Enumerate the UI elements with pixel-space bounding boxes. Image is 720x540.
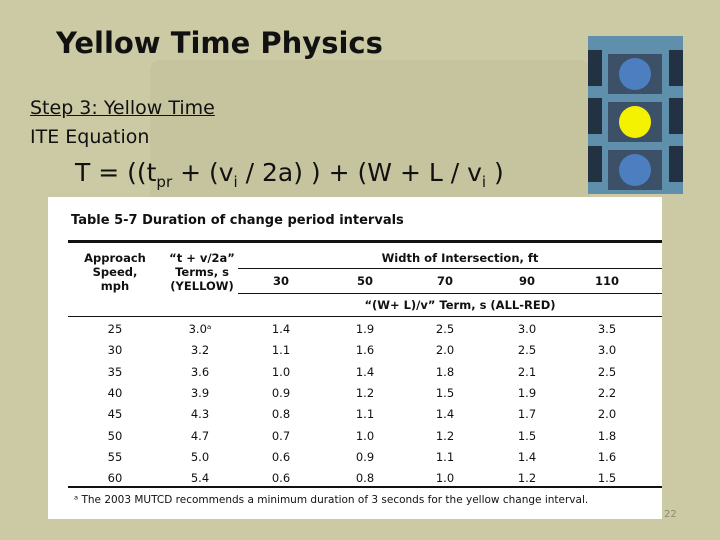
cell-yellow: 3.6 [190,364,210,379]
light-visor-left [588,146,602,182]
cell-all-red: 1.9 [517,385,537,400]
header-line: (YELLOW) [170,279,234,293]
cell-all-red: 1.4 [517,449,537,464]
table-rule-header [68,316,662,317]
table-rule-widths [238,293,662,294]
cell-all-red: 0.6 [271,449,291,464]
cell-all-red: 2.0 [597,407,617,422]
cell-yellow: 5.4 [190,471,210,486]
cell-all-red: 3.0 [597,343,617,358]
header-line: Terms, s [175,265,229,279]
cell-all-red: 1.7 [517,407,537,422]
cell-all-red: 0.6 [271,471,291,486]
table-rule-top [68,240,662,243]
cell-yellow: 4.3 [190,407,210,422]
cell-yellow: 5.0 [190,449,210,464]
cell-all-red: 2.5 [597,364,617,379]
yellow-time-equation [75,158,504,191]
table-footnote: ᵃ The 2003 MUTCD recommends a minimum duration of 3 seconds for the yellow change interval. [74,494,589,506]
cell-all-red: 2.1 [517,364,537,379]
equation-subscript: i [233,173,238,191]
cell-all-red: 0.9 [355,449,375,464]
equation-subscript: i [481,173,487,191]
cell-all-red: 1.5 [435,385,455,400]
cell-all-red: 1.5 [597,471,617,486]
header-width-70: 70 [436,274,453,288]
cell-all-red: 3.0 [517,322,537,336]
cell-speed: 50 [107,428,123,443]
header-line: Approach [84,251,146,265]
table-rule-width [238,268,662,269]
header-width-30: 30 [272,274,289,288]
cell-speed: 60 [107,471,123,486]
cell-yellow: 3.0ᵃ [188,322,212,336]
equation-part: / 2a) ) + (W + L / v [237,158,482,187]
equation-part: + (v [172,158,234,187]
header-width-50: 50 [356,274,373,288]
cell-all-red: 1.2 [435,428,455,443]
cell-all-red: 1.4 [435,407,455,422]
traffic-light-image [588,36,683,194]
cell-all-red: 1.1 [271,343,291,358]
light-visor-left [588,50,602,86]
cell-all-red: 1.0 [355,428,375,443]
cell-speed: 45 [107,407,123,422]
header-all-red-term: “(W+ L)/v” Term, s (ALL-RED) [364,298,556,312]
header-yellow-term [162,251,242,293]
light-lamp-top [619,58,651,90]
cell-speed: 35 [107,364,123,379]
cell-yellow: 3.2 [190,343,210,358]
equation-part: ) [486,158,504,187]
light-lamp-bottom [619,154,651,186]
cell-all-red: 2.0 [435,343,455,358]
header-approach-speed [76,251,154,293]
cell-yellow: 4.7 [190,428,210,443]
header-intersection-width: Width of Intersection, ft [381,251,539,265]
light-lamp-middle [619,106,651,138]
cell-all-red: 1.0 [271,364,291,379]
cell-all-red: 1.8 [597,428,617,443]
cell-all-red: 1.6 [597,449,617,464]
cell-all-red: 1.2 [355,385,375,400]
header-width-110: 110 [594,274,619,288]
cell-all-red: 1.6 [355,343,375,358]
cell-all-red: 1.4 [271,322,291,336]
light-visor-right [669,146,683,182]
table-rule-bottom [68,486,662,488]
cell-all-red: 0.8 [355,471,375,486]
light-visor-right [669,98,683,134]
light-visor-left [588,98,602,134]
header-line: Speed, [92,265,138,279]
equation-part: T = ((t [75,158,157,187]
equation-subscript: pr [156,173,173,191]
cell-all-red: 1.1 [355,407,375,422]
cell-all-red: 1.1 [435,449,455,464]
light-visor-right [669,50,683,86]
cell-all-red: 2.5 [517,343,537,358]
cell-all-red: 2.5 [435,322,455,336]
cell-all-red: 1.0 [435,471,455,486]
cell-speed: 30 [107,343,123,358]
cell-all-red: 1.8 [435,364,455,379]
cell-all-red: 2.2 [597,385,617,400]
cell-speed: 25 [107,322,123,336]
cell-all-red: 1.4 [355,364,375,379]
header-width-90: 90 [518,274,535,288]
cell-all-red: 1.5 [517,428,537,443]
cell-speed: 40 [107,385,123,400]
cell-all-red: 1.2 [517,471,537,486]
slide-title: Yellow Time Physics [56,26,383,60]
page-number: 22 [664,509,677,520]
table-title: Table 5-7 Duration of change period intervals [71,213,404,228]
header-line: mph [100,279,130,293]
cell-all-red: 0.7 [271,428,291,443]
step-heading: Step 3: Yellow Time [30,97,215,119]
cell-speed: 55 [107,449,123,464]
ite-equation-label: ITE Equation [30,126,150,148]
cell-yellow: 3.9 [190,385,210,400]
cell-all-red: 0.9 [271,385,291,400]
header-line: “t + v/2a” [169,251,235,265]
cell-all-red: 0.8 [271,407,291,422]
cell-all-red: 1.9 [355,322,375,336]
cell-all-red: 3.5 [597,322,617,336]
